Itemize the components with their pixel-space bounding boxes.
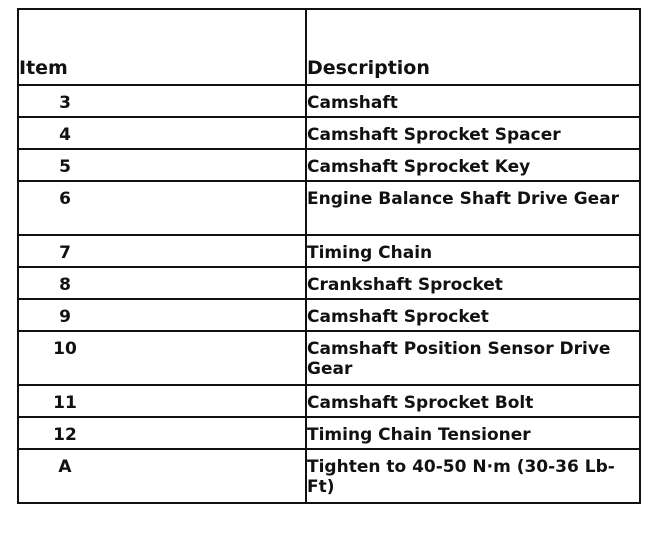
item-number: 9 [59, 307, 71, 327]
item-number: A [58, 457, 72, 477]
description-cell: Crankshaft Sprocket [306, 267, 640, 299]
item-number: 5 [59, 157, 71, 177]
item-cell [18, 117, 306, 149]
table-row [18, 181, 640, 235]
item-column-header: Item [18, 9, 306, 85]
description-cell: Timing Chain [306, 235, 640, 267]
description-cell: Camshaft Sprocket Key [306, 149, 640, 181]
item-number: 11 [53, 393, 77, 413]
table-row [18, 85, 640, 117]
table-row [18, 331, 640, 385]
item-cell [18, 449, 306, 503]
item-number: 10 [53, 339, 77, 359]
table-row [18, 117, 640, 149]
description-cell: Camshaft Sprocket Bolt [306, 385, 640, 417]
description-column-header: Description [306, 9, 640, 85]
table-row [18, 449, 640, 503]
description-cell: Camshaft Position Sensor Drive Gear [306, 331, 640, 385]
item-cell [18, 299, 306, 331]
description-cell: Engine Balance Shaft Drive Gear [306, 181, 640, 235]
item-cell [18, 331, 306, 385]
item-cell [18, 267, 306, 299]
description-cell: Tighten to 40-50 N·m (30-36 Lb-Ft) [306, 449, 640, 503]
item-number: 7 [59, 243, 71, 263]
item-number: 4 [59, 125, 71, 145]
item-cell [18, 417, 306, 449]
description-cell: Camshaft [306, 85, 640, 117]
item-number: 8 [59, 275, 71, 295]
header-row [18, 9, 640, 85]
table-row [18, 417, 640, 449]
item-cell [18, 181, 306, 235]
table-row [18, 299, 640, 331]
item-cell [18, 385, 306, 417]
table-row [18, 267, 640, 299]
item-number: 6 [59, 189, 71, 209]
item-cell [18, 85, 306, 117]
item-number: 3 [59, 93, 71, 113]
item-cell [18, 235, 306, 267]
table-row [18, 149, 640, 181]
parts-table [17, 8, 641, 504]
table-row [18, 385, 640, 417]
table-row [18, 235, 640, 267]
description-cell: Camshaft Sprocket [306, 299, 640, 331]
description-cell: Camshaft Sprocket Spacer [306, 117, 640, 149]
item-cell [18, 149, 306, 181]
item-number: 12 [53, 425, 77, 445]
description-cell: Timing Chain Tensioner [306, 417, 640, 449]
